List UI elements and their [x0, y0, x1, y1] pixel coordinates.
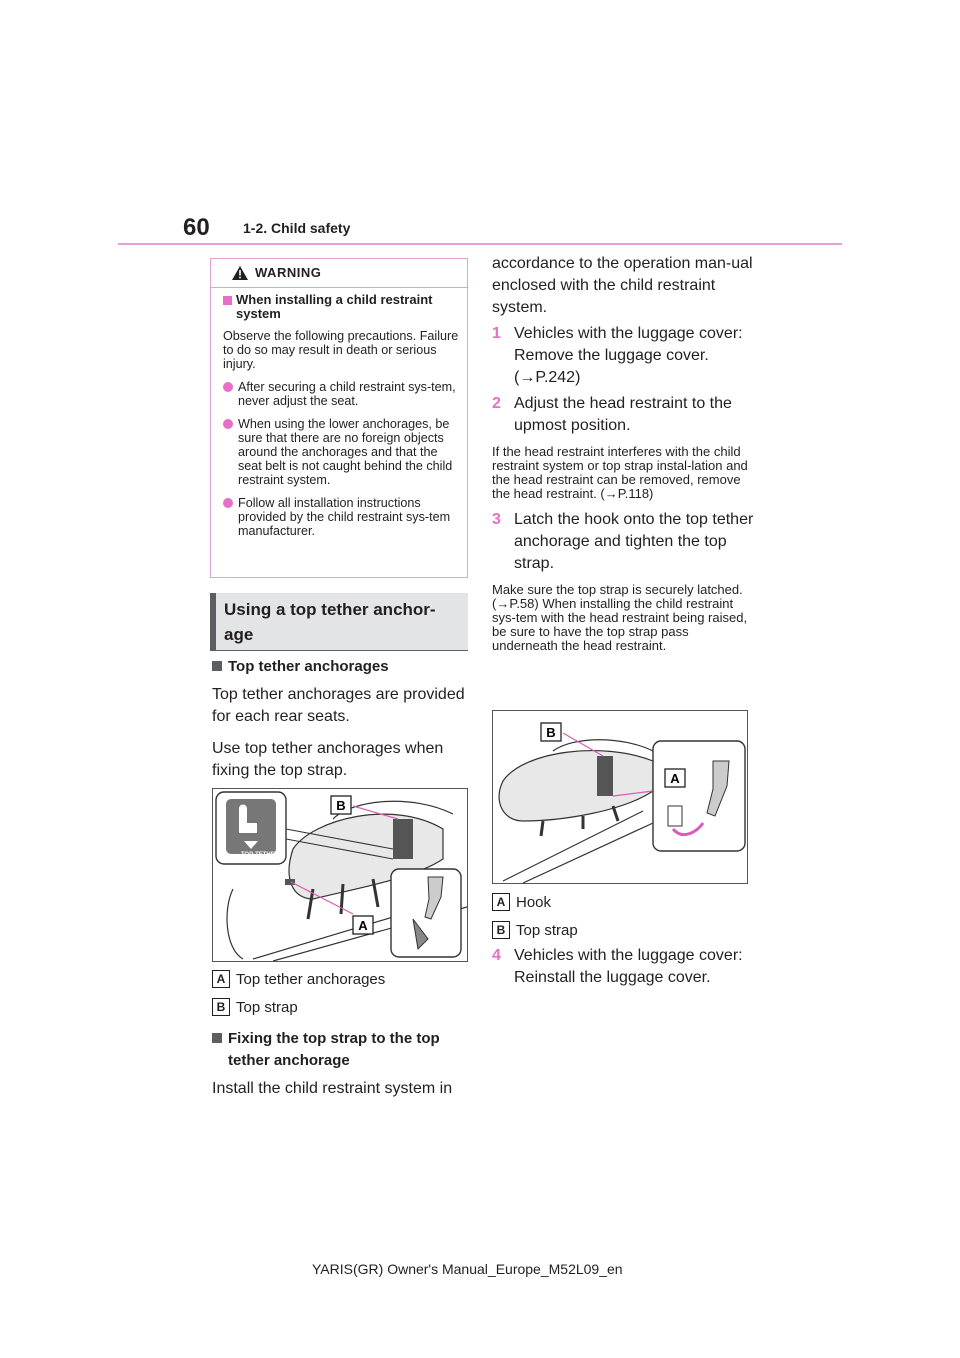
figure-top-tether-anchorages — [212, 788, 468, 962]
section-title: 1-2. Child safety — [243, 220, 351, 236]
warning-intro: Observe the following precautions. Failure to do so may result in death or serious injury. — [223, 329, 459, 371]
warning-bullet: When using the lower anchorages, be sure that there are no foreign objects around the anchorages and that the seat belt is not caught behind the child restraint system. — [223, 417, 461, 487]
caption-letter: B — [492, 921, 510, 939]
warning-bullet: After securing a child restraint sys-tem, never adjust the seat. — [223, 380, 461, 408]
warning-heading: When installing a child restraint system — [223, 293, 461, 321]
dot-bullet-icon — [223, 498, 233, 508]
paragraph: accordance to the operation man-ual enclosed with the child restraint system. — [492, 255, 753, 316]
header-rule — [118, 243, 842, 245]
warning-bullet: Follow all installation instructions provided by the child restraint sys-tem manufacturer. — [223, 496, 461, 538]
figure-illustration — [493, 711, 747, 883]
figure-illustration — [213, 789, 467, 961]
caption-b: B Top strap — [492, 921, 754, 939]
svg-text:B: B — [336, 798, 346, 813]
section-heading-box — [210, 593, 468, 650]
svg-text:A: A — [358, 918, 368, 933]
paragraph: Install the child restraint system in — [212, 1080, 453, 1097]
caption-a: A Top tether anchorages — [212, 970, 468, 988]
paragraph: Use top tether anchorages when fixing the top strap. — [212, 740, 444, 779]
warning-label: WARNING — [255, 265, 322, 280]
section-heading-rule — [210, 650, 468, 651]
caption-letter: A — [212, 970, 230, 988]
footer: YARIS(GR) Owner's Manual_Europe_M52L09_en — [312, 1261, 623, 1277]
dot-bullet-icon — [223, 382, 233, 392]
step-4: 4 Vehicles with the luggage cover: Reinstall the luggage cover. — [492, 947, 743, 986]
subheading-top-tether: Top tether anchorages — [212, 656, 468, 678]
section-heading: Using a top tether anchor-age — [224, 600, 436, 644]
paragraph: Top tether anchorages are provided for each rear seats. — [212, 686, 465, 725]
warning-box — [210, 258, 468, 578]
page-number: 60 — [183, 214, 210, 241]
caption-a: A Hook — [492, 893, 754, 911]
section-heading-bar — [210, 593, 216, 650]
dot-bullet-icon — [223, 419, 233, 429]
square-bullet-icon — [223, 296, 232, 305]
square-bullet-icon — [212, 661, 222, 671]
step-1: 1 Vehicles with the luggage cover: Remove the luggage cover. (→P.242) — [492, 325, 743, 386]
caption-letter: B — [212, 998, 230, 1016]
figure-hook-latch — [492, 710, 748, 884]
subheading-fixing: Fixing the top strap to the top tether anchorage — [212, 1028, 468, 1072]
warning-icon — [231, 265, 249, 281]
step-3: 3 Latch the hook onto the top tether anchorage and tighten the top strap. — [492, 511, 754, 572]
caption-b: B Top strap — [212, 998, 468, 1016]
caption-letter: A — [492, 893, 510, 911]
top-tether-label: TOP-TETHER — [240, 852, 280, 858]
note: If the head restraint interferes with the child restraint system or top strap instal-lation and the head restraint can be removed, remove the head restraint. (→P.118) — [492, 444, 748, 501]
note: Make sure the top strap is securely latched. (→P.58) When installing the child restraint sys-tem with the head restraint being raised, be sure to have the top strap pass underneath the head restraint. — [492, 582, 748, 653]
svg-text:B: B — [546, 725, 556, 740]
square-bullet-icon — [212, 1033, 222, 1043]
step-2: 2 Adjust the head restraint to the upmost position. — [492, 395, 732, 434]
svg-text:A: A — [670, 771, 680, 786]
warning-header — [211, 259, 467, 288]
